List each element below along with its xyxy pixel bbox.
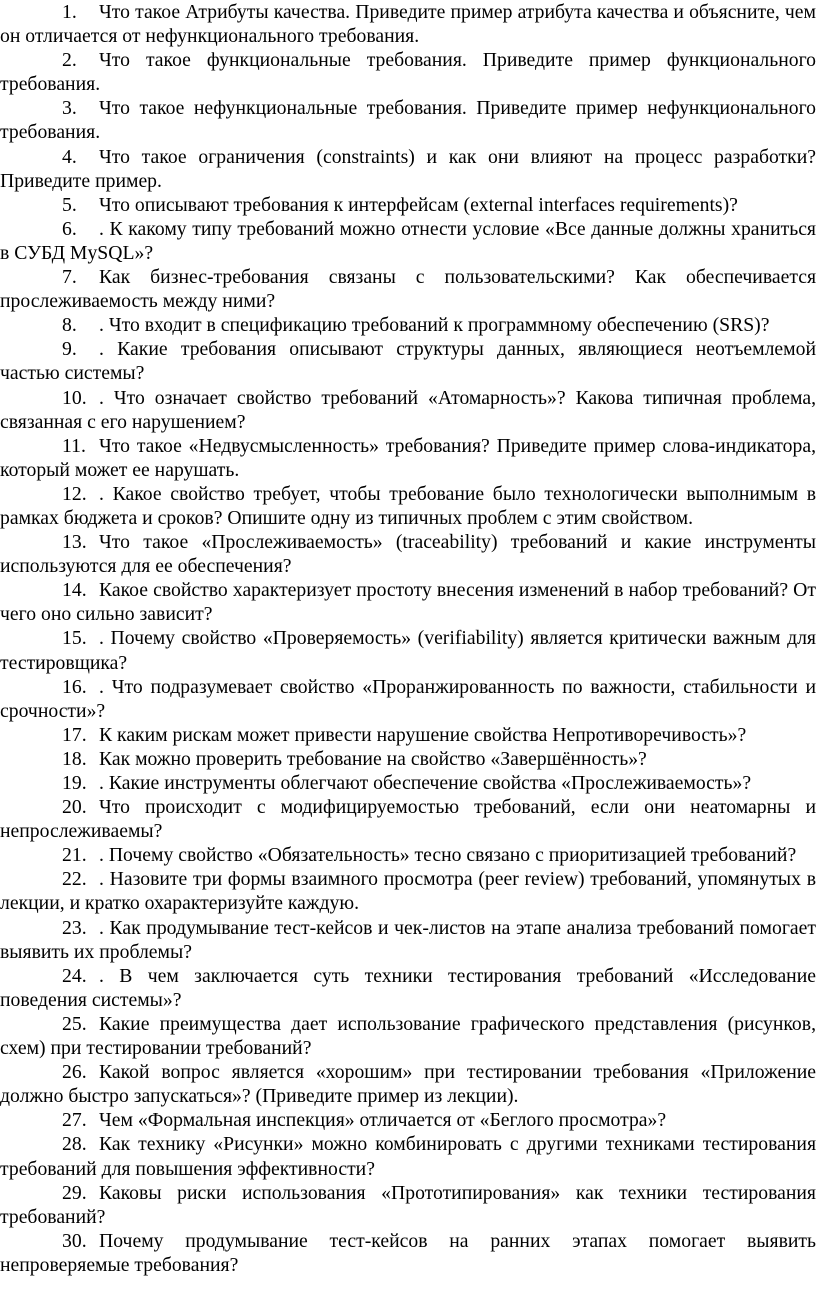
question-item — [0, 1132, 816, 1180]
question-item — [0, 265, 816, 313]
question-text: . Какое свойство требует, чтобы требование было технологически выполнимым в рамках бюджета и сроков? Опишите одну из типичных проблем с этим свойством. — [0, 482, 816, 529]
question-number: 25. — [62, 1012, 87, 1035]
question-text: . Назовите три формы взаимного просмотра (peer review) требований, упомянутых в лекции, и кратко охарактеризуйте каждую. — [0, 868, 816, 915]
question-text: Какой вопрос является «хорошим» при тестировании требования «Приложение должно быстро запускаться»? (Приведите пример из лекции). — [0, 1061, 816, 1108]
question-text: Какое свойство характеризует простоту внесения изменений в набор требований? От чего оно сильно зависит? — [0, 579, 816, 626]
question-number: 28. — [62, 1133, 87, 1156]
question-item — [0, 1229, 816, 1277]
question-text: Каковы риски использования «Прототипирования» как техники тестирования требований? — [0, 1181, 816, 1228]
question-item — [0, 916, 816, 964]
question-text: Как технику «Рисунки» можно комбинировать с другими техниками тестирования требований для повышения эффективности? — [0, 1133, 816, 1180]
question-item — [0, 48, 816, 96]
question-number: 8. — [62, 314, 77, 337]
question-number: 29. — [62, 1181, 87, 1204]
question-number: 5. — [62, 193, 77, 216]
question-text: . Что входит в спецификацию требований к программному обеспечению (SRS)? — [99, 314, 770, 337]
question-text: Какие преимущества дает использование графического представления (рисунков, схем) при тестировании требований? — [0, 1012, 816, 1060]
question-text: Чем «Формальная инспекция» отличается от «Беглого просмотра»? — [99, 1109, 667, 1132]
question-item — [0, 747, 816, 771]
question-item — [0, 964, 816, 1012]
question-text: . К какому типу требований можно отнести условие «Все данные должны храниться в СУБД MySQL»? — [0, 217, 816, 264]
question-number: 1. — [62, 1, 77, 23]
question-number: 22. — [62, 868, 87, 891]
question-text: Что такое Атрибуты качества. Приведите пример атрибута качества и объясните, чем он отличается от нефункционального требования. — [0, 1, 816, 48]
question-text: . Какие инструменты облегчают обеспечение свойства «Прослеживаемость»? — [99, 772, 752, 794]
question-text: Что такое функциональные требования. Приведите пример функционального требования. — [0, 49, 816, 96]
question-text: Что такое «Недвусмысленность» требования? Приведите пример слова-индикатора, который может ее нарушать. — [0, 434, 816, 481]
question-number: 10. — [62, 386, 87, 409]
question-item — [0, 0, 816, 48]
question-text: . Как продумывание тест-кейсов и чек-листов на этапе анализа требований помогает выявить их проблемы? — [0, 916, 816, 963]
question-number: 19. — [62, 772, 87, 794]
question-item — [0, 1181, 816, 1229]
question-number: 9. — [62, 338, 77, 361]
question-number: 23. — [62, 916, 87, 939]
question-text: . В чем заключается суть техники тестирования требований «Исследование поведения системы»? — [0, 964, 816, 1011]
question-number: 17. — [62, 723, 87, 746]
question-text: . Какие требования описывают структуры данных, являющиеся неотъемлемой частью системы? — [0, 338, 816, 385]
question-number: 14. — [62, 579, 87, 602]
question-number: 4. — [62, 145, 77, 168]
question-item — [0, 843, 816, 867]
question-item — [0, 386, 816, 434]
question-text: Как можно проверить требование на свойство «Завершённость»? — [99, 747, 647, 770]
question-number: 15. — [62, 627, 87, 650]
question-item — [0, 145, 816, 193]
question-number: 24. — [62, 964, 87, 987]
question-item — [0, 867, 816, 915]
question-item — [0, 675, 816, 723]
question-text: Что такое ограничения (constraints) и как они влияют на процесс разработки? Приведите пример. — [0, 145, 816, 192]
question-number: 16. — [62, 675, 87, 698]
question-text: Что описывают требования к интерфейсам (external interfaces requirements)? — [99, 193, 738, 216]
question-number: 18. — [62, 747, 87, 770]
question-text: . Что подразумевает свойство «Проранжированность по важности, стабильности и срочности»? — [0, 675, 816, 722]
question-text: Что такое «Прослеживаемость» (traceability) требований и какие инструменты используются для ее обеспечения? — [0, 531, 816, 578]
question-text: Что такое нефункциональные требования. Приведите пример нефункционального требования. — [0, 97, 816, 144]
question-item — [0, 313, 816, 337]
question-number: 3. — [62, 97, 77, 120]
question-number: 27. — [62, 1109, 87, 1132]
question-item — [0, 1108, 816, 1132]
question-text: К каким рискам может привести нарушение свойства Непротиворечивость»? — [99, 723, 747, 746]
question-number: 12. — [62, 482, 87, 505]
question-item — [0, 771, 816, 795]
question-item — [0, 193, 816, 217]
question-item — [0, 96, 816, 144]
question-text: Как бизнес-требования связаны с пользовательскими? Как обеспечивается прослеживаемость между ними? — [0, 266, 816, 313]
question-item — [0, 482, 816, 530]
question-text: Почему продумывание тест-кейсов на ранних этапах помогает выявить непроверяемые требования? — [0, 1229, 816, 1276]
question-item — [0, 578, 816, 626]
question-item — [0, 1060, 816, 1108]
question-text: . Что означает свойство требований «Атомарность»? Какова типичная проблема, связанная с его нарушением? — [0, 386, 816, 433]
question-text: Что происходит с модифицируемостью требований, если они неатомарны и непрослеживаемы? — [0, 796, 816, 843]
question-item — [0, 795, 816, 843]
question-number: 26. — [62, 1061, 87, 1084]
question-item — [0, 434, 816, 482]
question-text: . Почему свойство «Проверяемость» (verifiability) является критически важным для тестировщика? — [0, 627, 816, 674]
question-item — [0, 1012, 816, 1060]
question-item — [0, 530, 816, 578]
question-item — [0, 723, 816, 747]
question-item — [0, 337, 816, 385]
question-item — [0, 626, 816, 674]
question-number: 20. — [62, 796, 87, 819]
question-number: 6. — [62, 217, 77, 240]
question-number: 2. — [62, 49, 77, 72]
question-number: 13. — [62, 531, 87, 554]
question-text: . Почему свойство «Обязательность» тесно связано с приоритизацией требований? — [99, 844, 797, 867]
question-number: 7. — [62, 266, 77, 289]
question-number: 30. — [62, 1229, 87, 1252]
question-number: 11. — [62, 434, 86, 457]
question-number: 21. — [62, 844, 87, 867]
question-item — [0, 217, 816, 265]
